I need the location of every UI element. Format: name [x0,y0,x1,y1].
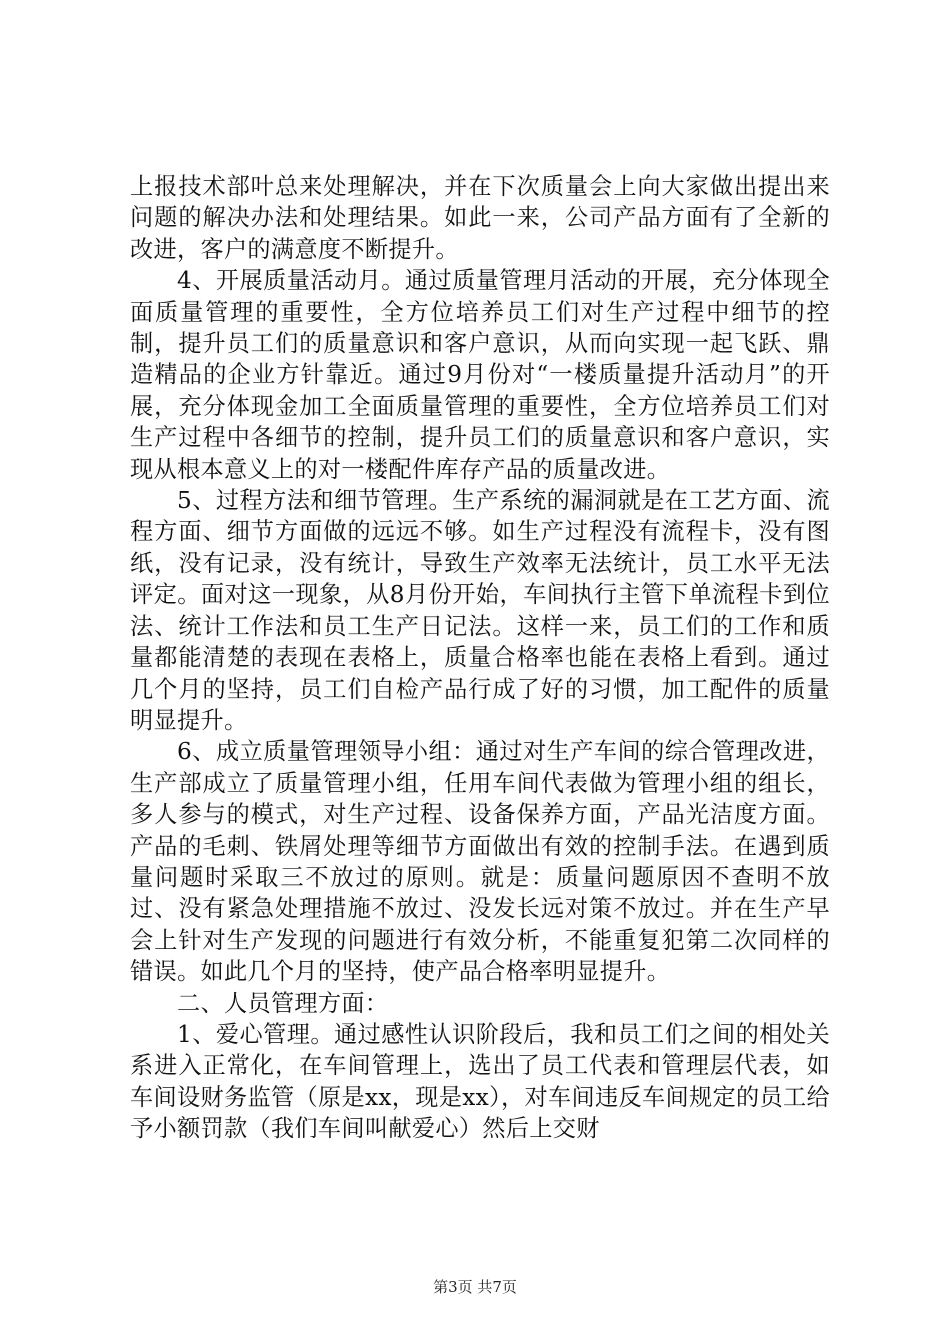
paragraph-continuation: 上报技术部叶总来处理解决，并在下次质量会上向大家做出提出来问题的解决办法和处理结果。如此一来，公司产品方面有了全新的改进，客户的满意度不断提升。 [130,173,830,263]
paragraph-process-details: 5、过程方法和细节管理。生产系统的漏洞就是在工艺方面、流程方面、细节方面做的远远不够。如生产过程没有流程卡，没有图纸，没有记录，没有统计，导致生产效率无法统计，员工水平无法评定。面对这一现象，从8月份开始，车间执行主管下单流程卡到位法、统计工作法和员工生产日记法。这样一来，员工们的工作和质量都能清楚的表现在表格上，质量合格率也能在表格上看到。通过几个月的坚持，员工们自检产品行成了好的习惯，加工配件的质量明显提升。 [130,487,830,734]
paragraph-quality-month: 4、开展质量活动月。通过质量管理月活动的开展，充分体现全面质量管理的重要性，全方位培养员工们对生产过程中细节的控制，提升员工们的质量意识和客户意识，从而向实现一起飞跃、鼎造精品的企业方针靠近。通过9月份对“一楼质量提升活动月”的开展，充分体现金加工全面质量管理的重要性，全方位培养员工们对生产过程中各细节的控制，提升员工们的质量意识和客户意识，实现从根本意义上的对一楼配件库存产品的质量改进。 [130,267,830,483]
document-body [130,171,830,1145]
paragraph-quality-group: 6、成立质量管理领导小组：通过对生产车间的综合管理改进，生产部成立了质量管理小组，任用车间代表做为管理小组的组长，多人参与的模式，对生产过程、设备保养方面，产品光洁度方面。产品的毛刺、铁屑处理等细节方面做出有效的控制手法。在遇到质量问题时采取三不放过的原则。就是：质量问题原因不查明不放过、没有紧急处理措施不放过、没发长远对策不放过。并在生产早会上针对生产发现的问题进行有效分析，不能重复犯第二次同样的错误。如此几个月的坚持，使产品合格率明显提升。 [130,738,830,986]
paragraph-care-management: 1、爱心管理。通过感性认识阶段后，我和员工们之间的相处关系进入正常化，在车间管理上，选出了员工代表和管理层代表，如车间设财务监管（原是xx，现是xx），对车间违反车间规定的员工给予小额罚款（我们车间叫献爱心）然后上交财 [130,1020,830,1143]
page-number-footer: 第3页 共7页 [433,1278,517,1296]
section-heading-personnel: 二、人员管理方面： [177,989,389,1017]
